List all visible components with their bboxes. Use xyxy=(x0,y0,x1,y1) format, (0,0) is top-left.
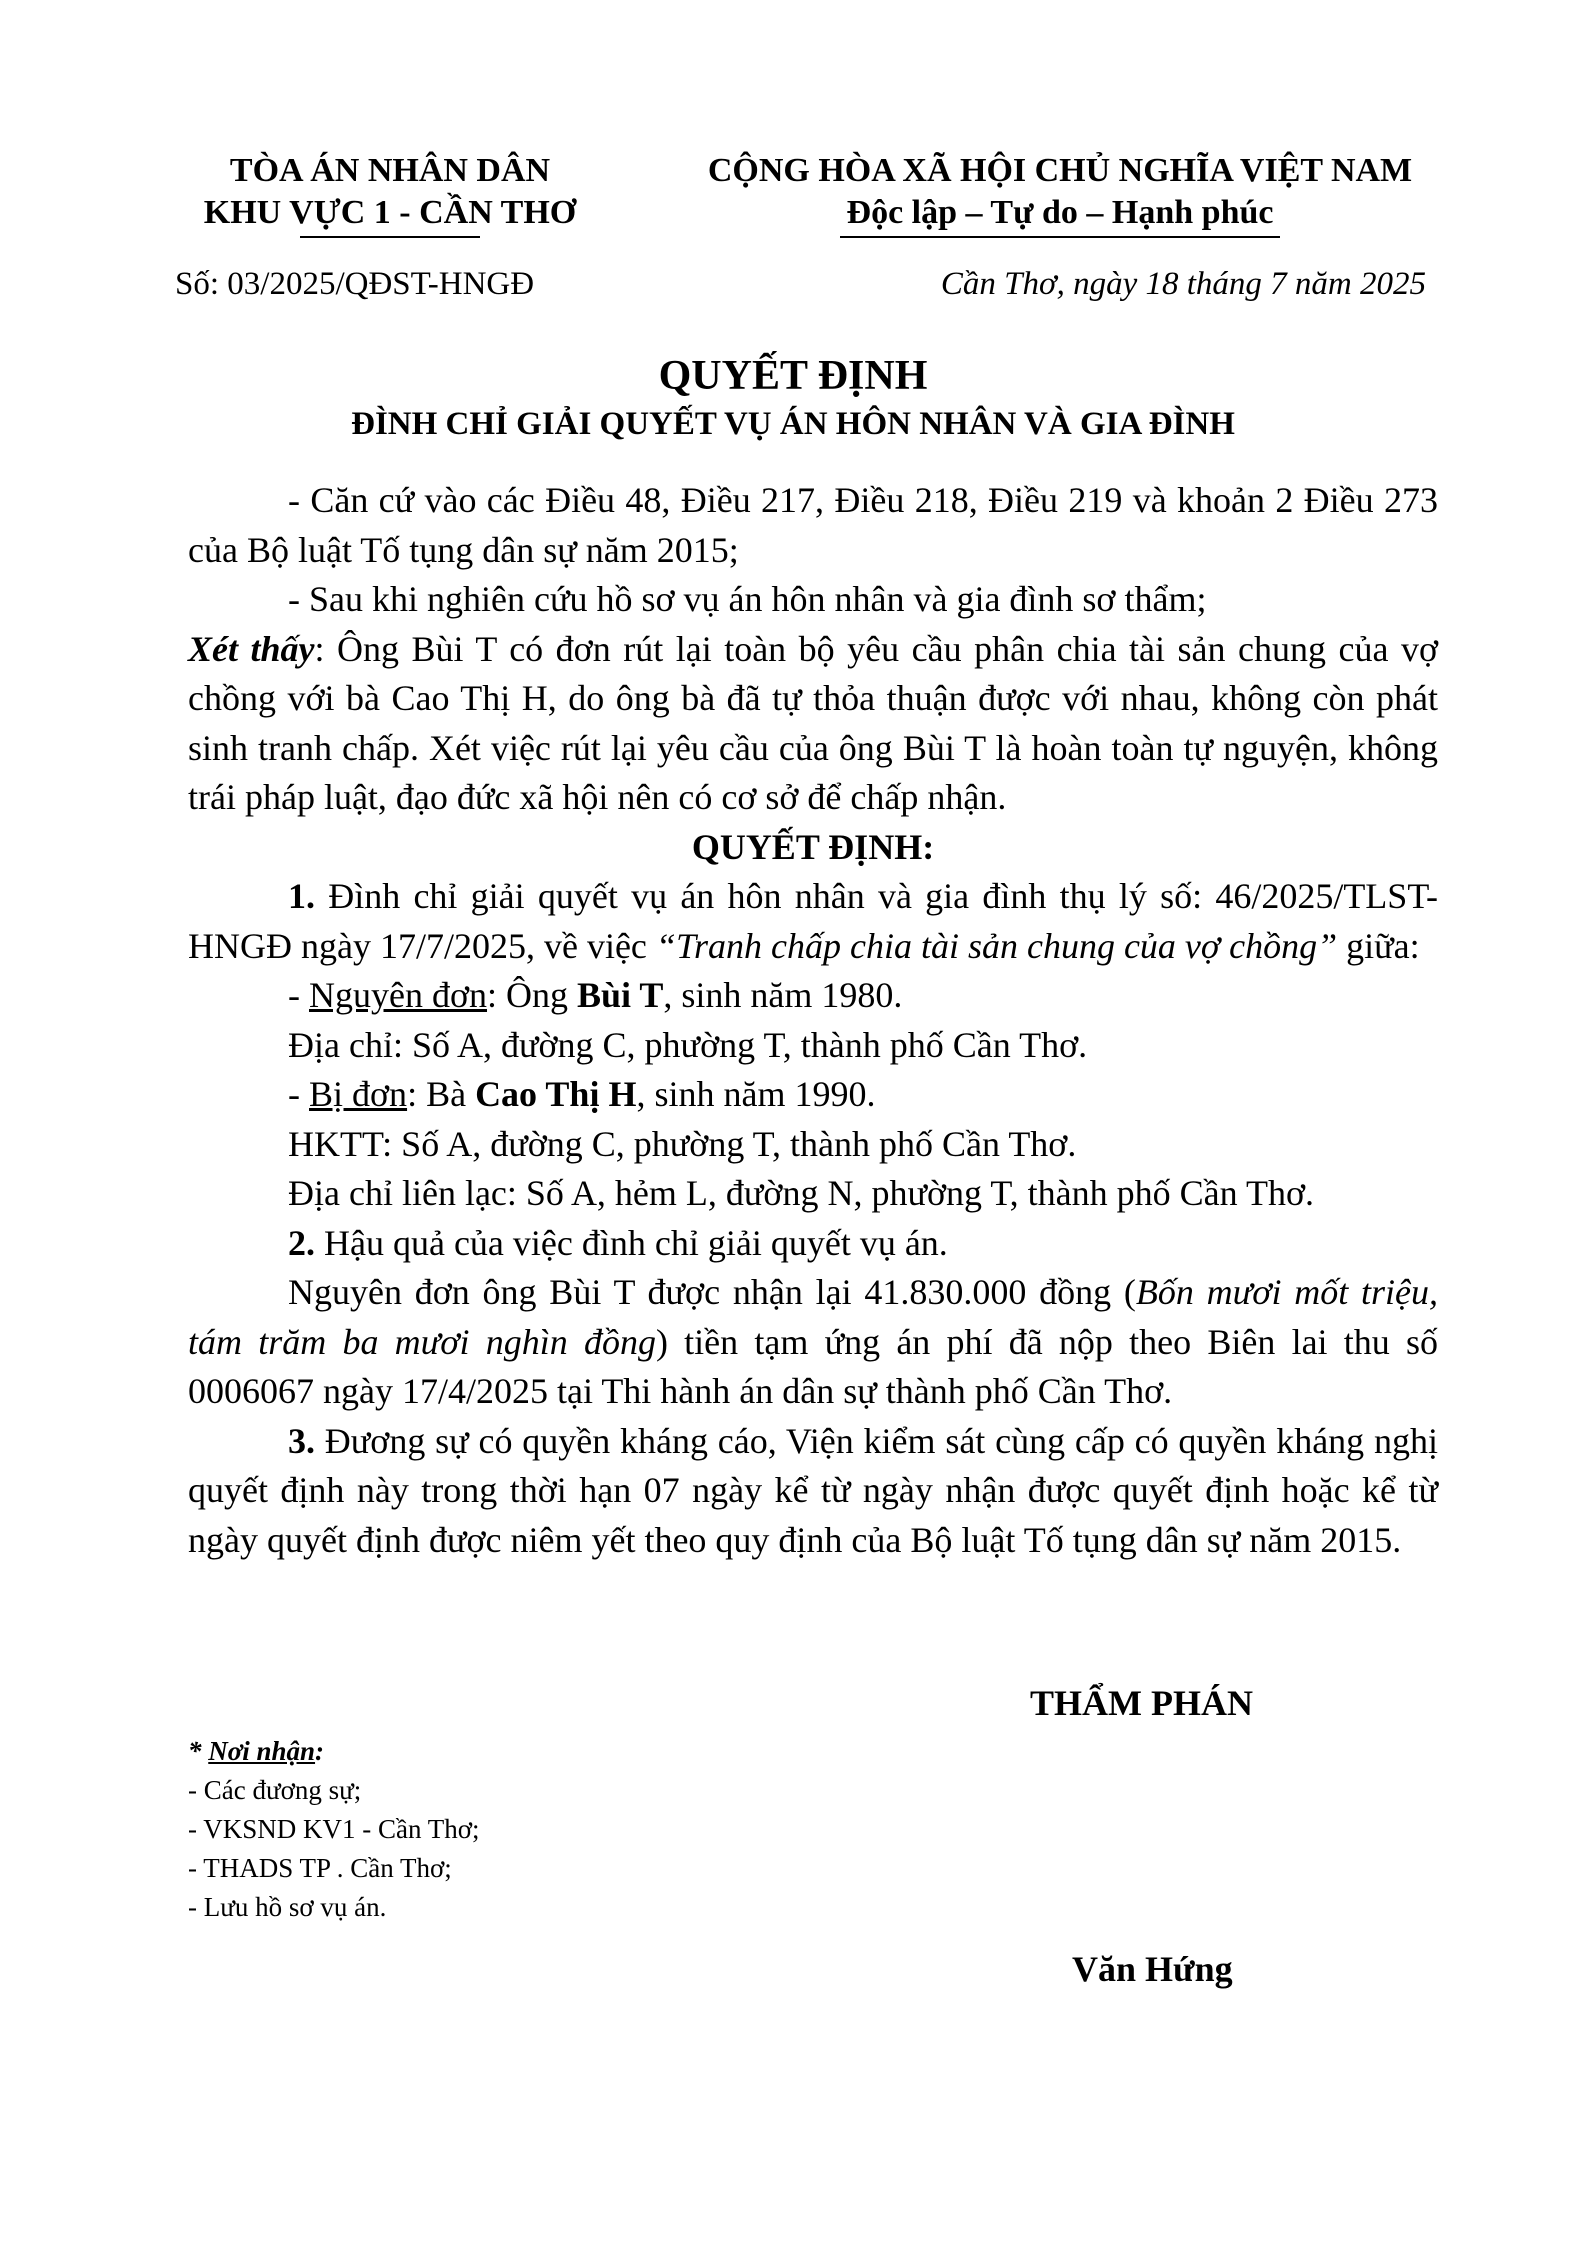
recipient-item: - Các đương sự; xyxy=(188,1775,362,1805)
item-1 xyxy=(188,872,1438,971)
court-name: TÒA ÁN NHÂN DÂN xyxy=(229,152,551,189)
item-3-number: 3. xyxy=(288,1420,315,1461)
recipients-heading xyxy=(188,1732,480,1771)
recipients-block xyxy=(188,1732,480,1927)
document-number: Số: 03/2025/QĐST-HNGĐ xyxy=(175,266,535,302)
item-1-tail: giữa: xyxy=(1337,925,1420,966)
case-study-note: - Sau khi nghiên cứu hồ sơ vụ án hôn nhân và gia đình sơ thẩm; xyxy=(288,579,1207,619)
item-2-text: Hậu quả của việc đình chỉ giải quyết vụ án. xyxy=(315,1222,948,1263)
item-2-number: 2. xyxy=(288,1222,315,1263)
national-title: CỘNG HÒA XÃ HỘI CHỦ NGHĨA VIỆT NAM xyxy=(707,152,1413,189)
plaintiff-birth: , sinh năm 1980. xyxy=(663,975,903,1015)
plaintiff-line: - Nguyên đơn: Ông Bùi T, sinh năm 1980. xyxy=(288,975,903,1015)
plaintiff-label: Nguyên đơn xyxy=(309,975,488,1015)
defendant-contact: Địa chỉ liên lạc: Số A, hẻm L, đường N, phường T, thành phố Cần Thơ. xyxy=(288,1173,1315,1213)
refund-words: Bốn mươi mốt triệu, tám trăm ba mươi nghìn đồng xyxy=(188,1272,1438,1362)
item-3 xyxy=(188,1417,1438,1566)
court-header-underline xyxy=(300,236,480,238)
defendant-name: Cao Thị H xyxy=(475,1074,637,1114)
defendant-line: - Bị đơn: Bà Cao Thị H, sinh năm 1990. xyxy=(288,1074,876,1114)
motto-underline xyxy=(840,236,1280,238)
signer-name: Văn Hứng xyxy=(1072,1949,1233,1989)
decision-heading: QUYẾT ĐỊNH: xyxy=(691,826,935,867)
item-1-text: Đình chỉ giải quyết vụ án hôn nhân và gia đình thụ lý số: 46/2025/TLST-HNGĐ ngày 17/7/2025, về việc xyxy=(188,876,1438,966)
recipient-item: - Lưu hồ sơ vụ án. xyxy=(188,1892,387,1922)
document-subtitle: ĐÌNH CHỈ GIẢI QUYẾT VỤ ÁN HÔN NHÂN VÀ GIA ĐÌNH xyxy=(351,406,1235,442)
recipients-star: * xyxy=(188,1736,209,1766)
document-title: QUYẾT ĐỊNH xyxy=(658,353,928,399)
plaintiff-address: Địa chỉ: Số A, đường C, phường T, thành phố Cần Thơ. xyxy=(288,1024,1088,1065)
finding-label: Xét thấy xyxy=(188,628,315,669)
recipients-label: Nơi nhận xyxy=(208,1736,316,1766)
finding-paragraph xyxy=(188,625,1438,823)
recipient-item: - VKSND KV1 - Cần Thơ; xyxy=(188,1814,480,1844)
recipients-colon: : xyxy=(315,1736,325,1766)
national-motto: Độc lập – Tự do – Hạnh phúc xyxy=(846,194,1274,231)
case-name: “Tranh chấp chia tài sản chung của vợ chồng” xyxy=(655,925,1338,966)
document-body xyxy=(188,476,1438,1565)
item-1-number: 1. xyxy=(288,876,315,916)
defendant-hktt: HKTT: Số A, đường C, phường T, thành phố Cần Thơ. xyxy=(288,1123,1077,1164)
court-header xyxy=(160,150,620,238)
refund-pre: Nguyên đơn ông Bùi T được nhận lại 41.830.000 đồng ( xyxy=(288,1272,1136,1312)
court-area: KHU VỰC 1 - CẦN THƠ xyxy=(203,194,577,231)
national-header xyxy=(660,150,1460,238)
defendant-label: Bị đơn xyxy=(309,1074,408,1114)
defendant-birth: , sinh năm 1990. xyxy=(636,1074,876,1114)
recipient-item: - THADS TP . Cần Thơ; xyxy=(188,1853,452,1883)
place-date: Cần Thơ, ngày 18 tháng 7 năm 2025 xyxy=(940,266,1426,302)
plaintiff-prefix: : Ông xyxy=(487,975,578,1015)
plaintiff-name: Bùi T xyxy=(577,975,664,1015)
refund-post: ) tiền tạm ứng án phí đã nộp theo Biên lai thu số 0006067 ngày 17/4/2025 tại Thi hành án dân sự thành phố Cần Thơ. xyxy=(188,1321,1439,1411)
item-2 xyxy=(188,1219,1438,1269)
finding-text: : Ông Bùi T có đơn rút lại toàn bộ yêu cầu phân chia tài sản chung của vợ chồng với bà Cao Thị H, do ông bà đã tự thỏa thuận được với nhau, không còn phát sinh tranh chấp. Xét việc rút lại yêu cầu của ông Bùi T là hoàn toàn tự nguyện, không trái pháp luật, đạo đức xã hội nên có cơ sở để chấp nhận. xyxy=(188,628,1438,817)
refund-paragraph xyxy=(188,1268,1438,1417)
signer-title: THẨM PHÁN xyxy=(1030,1683,1253,1723)
legal-basis: - Căn cứ vào các Điều 48, Điều 217, Điều 218, Điều 219 và khoản 2 Điều 273 của Bộ luật Tố tụng dân sự năm 2015; xyxy=(188,480,1438,570)
item-3-text: Đương sự có quyền kháng cáo, Viện kiểm sát cùng cấp có quyền kháng nghị quyết định này trong thời hạn 07 ngày kể từ ngày nhận được quyết định hoặc kể từ ngày quyết định được niêm yết theo quy định của Bộ luật Tố tụng dân sự năm 2015. xyxy=(188,1420,1438,1560)
defendant-prefix: : Bà xyxy=(407,1074,476,1114)
